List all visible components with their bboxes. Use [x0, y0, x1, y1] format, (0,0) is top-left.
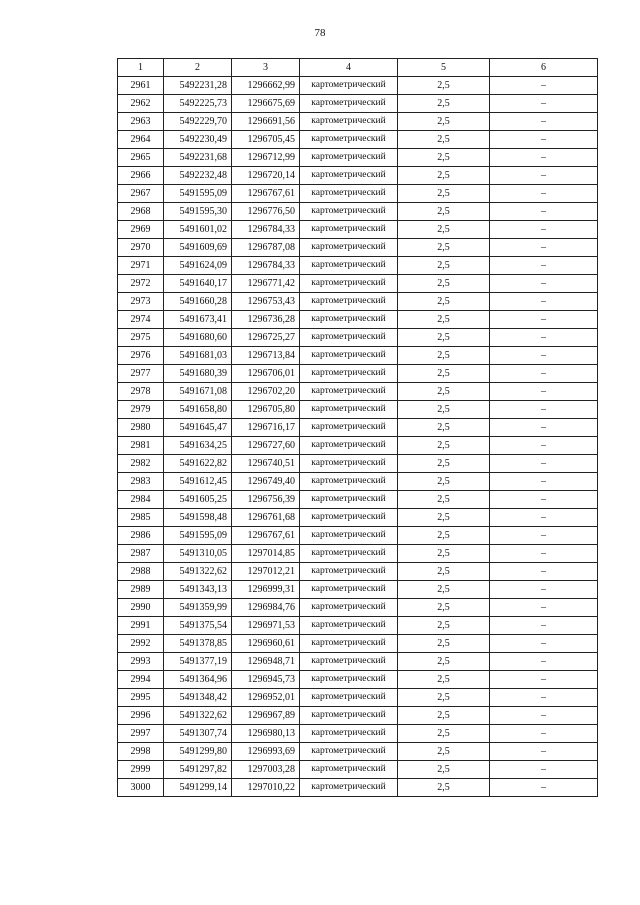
note-cell: – [490, 275, 598, 293]
point-number-cell: 2975 [118, 329, 164, 347]
method-cell: картометрический [300, 509, 398, 527]
table-row [118, 257, 598, 275]
method-cell: картометрический [300, 239, 398, 257]
point-number-cell: 2994 [118, 671, 164, 689]
point-number-cell: 2985 [118, 509, 164, 527]
accuracy-cell: 2,5 [398, 203, 490, 221]
method-cell: картометрический [300, 185, 398, 203]
accuracy-cell: 2,5 [398, 455, 490, 473]
point-number-cell: 2961 [118, 77, 164, 95]
accuracy-cell: 2,5 [398, 761, 490, 779]
note-cell: – [490, 779, 598, 797]
note-cell: – [490, 761, 598, 779]
point-number-cell: 2980 [118, 419, 164, 437]
y-coordinate-cell: 1296967,89 [232, 707, 300, 725]
x-coordinate-cell: 5491378,85 [164, 635, 232, 653]
accuracy-cell: 2,5 [398, 239, 490, 257]
column-header: 2 [164, 59, 232, 77]
x-coordinate-cell: 5491658,80 [164, 401, 232, 419]
accuracy-cell: 2,5 [398, 527, 490, 545]
method-cell: картометрический [300, 167, 398, 185]
y-coordinate-cell: 1297012,21 [232, 563, 300, 581]
method-cell: картометрический [300, 779, 398, 797]
note-cell: – [490, 257, 598, 275]
method-cell: картометрический [300, 527, 398, 545]
point-number-cell: 2974 [118, 311, 164, 329]
point-number-cell: 2962 [118, 95, 164, 113]
y-coordinate-cell: 1296971,53 [232, 617, 300, 635]
x-coordinate-cell: 5491660,28 [164, 293, 232, 311]
note-cell: – [490, 527, 598, 545]
x-coordinate-cell: 5492225,73 [164, 95, 232, 113]
x-coordinate-cell: 5491359,99 [164, 599, 232, 617]
x-coordinate-cell: 5491297,82 [164, 761, 232, 779]
x-coordinate-cell: 5491640,17 [164, 275, 232, 293]
method-cell: картометрический [300, 743, 398, 761]
table-row [118, 455, 598, 473]
y-coordinate-cell: 1296662,99 [232, 77, 300, 95]
point-number-cell: 2973 [118, 293, 164, 311]
method-cell: картометрический [300, 347, 398, 365]
y-coordinate-cell: 1296720,14 [232, 167, 300, 185]
point-number-cell: 3000 [118, 779, 164, 797]
table-row [118, 617, 598, 635]
x-coordinate-cell: 5491299,14 [164, 779, 232, 797]
y-coordinate-cell: 1296705,45 [232, 131, 300, 149]
point-number-cell: 2979 [118, 401, 164, 419]
x-coordinate-cell: 5492231,68 [164, 149, 232, 167]
y-coordinate-cell: 1296705,80 [232, 401, 300, 419]
column-header: 5 [398, 59, 490, 77]
table-row [118, 563, 598, 581]
y-coordinate-cell: 1296767,61 [232, 185, 300, 203]
table-row [118, 311, 598, 329]
accuracy-cell: 2,5 [398, 581, 490, 599]
note-cell: – [490, 743, 598, 761]
note-cell: – [490, 599, 598, 617]
table-row [118, 239, 598, 257]
point-number-cell: 2977 [118, 365, 164, 383]
table-row [118, 509, 598, 527]
method-cell: картометрический [300, 329, 398, 347]
point-number-cell: 2990 [118, 599, 164, 617]
table-row [118, 203, 598, 221]
point-number-cell: 2998 [118, 743, 164, 761]
accuracy-cell: 2,5 [398, 563, 490, 581]
x-coordinate-cell: 5492230,49 [164, 131, 232, 149]
x-coordinate-cell: 5492229,70 [164, 113, 232, 131]
y-coordinate-cell: 1296712,99 [232, 149, 300, 167]
x-coordinate-cell: 5491322,62 [164, 707, 232, 725]
point-number-cell: 2971 [118, 257, 164, 275]
point-number-cell: 2989 [118, 581, 164, 599]
note-cell: – [490, 671, 598, 689]
note-cell: – [490, 131, 598, 149]
x-coordinate-cell: 5491609,69 [164, 239, 232, 257]
accuracy-cell: 2,5 [398, 725, 490, 743]
x-coordinate-cell: 5491307,74 [164, 725, 232, 743]
x-coordinate-cell: 5491622,82 [164, 455, 232, 473]
table-row [118, 437, 598, 455]
point-number-cell: 2997 [118, 725, 164, 743]
y-coordinate-cell: 1296725,27 [232, 329, 300, 347]
x-coordinate-cell: 5491595,09 [164, 185, 232, 203]
table-row [118, 365, 598, 383]
table-row [118, 653, 598, 671]
y-coordinate-cell: 1296716,17 [232, 419, 300, 437]
note-cell: – [490, 563, 598, 581]
table-row [118, 761, 598, 779]
note-cell: – [490, 293, 598, 311]
note-cell: – [490, 185, 598, 203]
x-coordinate-cell: 5491601,02 [164, 221, 232, 239]
note-cell: – [490, 347, 598, 365]
table-row [118, 491, 598, 509]
note-cell: – [490, 725, 598, 743]
table-row [118, 689, 598, 707]
y-coordinate-cell: 1296960,61 [232, 635, 300, 653]
accuracy-cell: 2,5 [398, 509, 490, 527]
y-coordinate-cell: 1296784,33 [232, 221, 300, 239]
method-cell: картометрический [300, 77, 398, 95]
table-header-row [118, 59, 598, 77]
y-coordinate-cell: 1296945,73 [232, 671, 300, 689]
y-coordinate-cell: 1296740,51 [232, 455, 300, 473]
accuracy-cell: 2,5 [398, 311, 490, 329]
y-coordinate-cell: 1296727,60 [232, 437, 300, 455]
y-coordinate-cell: 1296761,68 [232, 509, 300, 527]
y-coordinate-cell: 1297010,22 [232, 779, 300, 797]
accuracy-cell: 2,5 [398, 77, 490, 95]
y-coordinate-cell: 1296756,39 [232, 491, 300, 509]
point-number-cell: 2970 [118, 239, 164, 257]
y-coordinate-cell: 1296749,40 [232, 473, 300, 491]
x-coordinate-cell: 5491299,80 [164, 743, 232, 761]
accuracy-cell: 2,5 [398, 149, 490, 167]
method-cell: картометрический [300, 563, 398, 581]
y-coordinate-cell: 1296675,69 [232, 95, 300, 113]
table-row [118, 599, 598, 617]
method-cell: картометрический [300, 689, 398, 707]
y-coordinate-cell: 1296713,84 [232, 347, 300, 365]
column-header: 4 [300, 59, 398, 77]
table-row [118, 383, 598, 401]
x-coordinate-cell: 5491645,47 [164, 419, 232, 437]
x-coordinate-cell: 5491598,48 [164, 509, 232, 527]
y-coordinate-cell: 1296984,76 [232, 599, 300, 617]
y-coordinate-cell: 1296999,31 [232, 581, 300, 599]
accuracy-cell: 2,5 [398, 167, 490, 185]
method-cell: картометрический [300, 419, 398, 437]
accuracy-cell: 2,5 [398, 473, 490, 491]
y-coordinate-cell: 1296993,69 [232, 743, 300, 761]
note-cell: – [490, 239, 598, 257]
accuracy-cell: 2,5 [398, 113, 490, 131]
point-number-cell: 2982 [118, 455, 164, 473]
y-coordinate-cell: 1296776,50 [232, 203, 300, 221]
accuracy-cell: 2,5 [398, 671, 490, 689]
method-cell: картометрический [300, 761, 398, 779]
method-cell: картометрический [300, 311, 398, 329]
point-number-cell: 2996 [118, 707, 164, 725]
y-coordinate-cell: 1296784,33 [232, 257, 300, 275]
method-cell: картометрический [300, 545, 398, 563]
accuracy-cell: 2,5 [398, 419, 490, 437]
y-coordinate-cell: 1296736,28 [232, 311, 300, 329]
x-coordinate-cell: 5492232,48 [164, 167, 232, 185]
point-number-cell: 2967 [118, 185, 164, 203]
note-cell: – [490, 419, 598, 437]
page-number: 78 [314, 27, 326, 39]
note-cell: – [490, 473, 598, 491]
method-cell: картометрический [300, 617, 398, 635]
x-coordinate-cell: 5491634,25 [164, 437, 232, 455]
accuracy-cell: 2,5 [398, 347, 490, 365]
point-number-cell: 2987 [118, 545, 164, 563]
y-coordinate-cell: 1296691,56 [232, 113, 300, 131]
point-number-cell: 2976 [118, 347, 164, 365]
note-cell: – [490, 491, 598, 509]
method-cell: картометрический [300, 149, 398, 167]
table-row [118, 131, 598, 149]
table-row [118, 473, 598, 491]
point-number-cell: 2983 [118, 473, 164, 491]
table-row [118, 581, 598, 599]
note-cell: – [490, 365, 598, 383]
accuracy-cell: 2,5 [398, 437, 490, 455]
y-coordinate-cell: 1296767,61 [232, 527, 300, 545]
note-cell: – [490, 401, 598, 419]
method-cell: картометрический [300, 581, 398, 599]
table-row [118, 275, 598, 293]
method-cell: картометрический [300, 455, 398, 473]
note-cell: – [490, 113, 598, 131]
table-row [118, 671, 598, 689]
point-number-cell: 2993 [118, 653, 164, 671]
y-coordinate-cell: 1296753,43 [232, 293, 300, 311]
y-coordinate-cell: 1296948,71 [232, 653, 300, 671]
note-cell: – [490, 329, 598, 347]
x-coordinate-cell: 5491671,08 [164, 383, 232, 401]
accuracy-cell: 2,5 [398, 635, 490, 653]
point-number-cell: 2966 [118, 167, 164, 185]
point-number-cell: 2991 [118, 617, 164, 635]
note-cell: – [490, 545, 598, 563]
y-coordinate-cell: 1296980,13 [232, 725, 300, 743]
accuracy-cell: 2,5 [398, 617, 490, 635]
point-number-cell: 2969 [118, 221, 164, 239]
x-coordinate-cell: 5491310,05 [164, 545, 232, 563]
x-coordinate-cell: 5491673,41 [164, 311, 232, 329]
y-coordinate-cell: 1296702,20 [232, 383, 300, 401]
point-number-cell: 2981 [118, 437, 164, 455]
table-row [118, 167, 598, 185]
accuracy-cell: 2,5 [398, 275, 490, 293]
note-cell: – [490, 149, 598, 167]
x-coordinate-cell: 5491612,45 [164, 473, 232, 491]
x-coordinate-cell: 5492231,28 [164, 77, 232, 95]
method-cell: картометрический [300, 599, 398, 617]
accuracy-cell: 2,5 [398, 653, 490, 671]
point-number-cell: 2995 [118, 689, 164, 707]
note-cell: – [490, 635, 598, 653]
x-coordinate-cell: 5491624,09 [164, 257, 232, 275]
point-number-cell: 2984 [118, 491, 164, 509]
accuracy-cell: 2,5 [398, 257, 490, 275]
note-cell: – [490, 509, 598, 527]
y-coordinate-cell: 1296771,42 [232, 275, 300, 293]
y-coordinate-cell: 1296706,01 [232, 365, 300, 383]
accuracy-cell: 2,5 [398, 599, 490, 617]
point-number-cell: 2999 [118, 761, 164, 779]
note-cell: – [490, 311, 598, 329]
accuracy-cell: 2,5 [398, 491, 490, 509]
method-cell: картометрический [300, 725, 398, 743]
method-cell: картометрический [300, 113, 398, 131]
table-row [118, 95, 598, 113]
note-cell: – [490, 707, 598, 725]
accuracy-cell: 2,5 [398, 689, 490, 707]
note-cell: – [490, 221, 598, 239]
method-cell: картометрический [300, 365, 398, 383]
point-number-cell: 2978 [118, 383, 164, 401]
accuracy-cell: 2,5 [398, 293, 490, 311]
table-row [118, 113, 598, 131]
table-row [118, 293, 598, 311]
table-row [118, 149, 598, 167]
x-coordinate-cell: 5491605,25 [164, 491, 232, 509]
accuracy-cell: 2,5 [398, 221, 490, 239]
note-cell: – [490, 437, 598, 455]
table-row [118, 185, 598, 203]
accuracy-cell: 2,5 [398, 95, 490, 113]
accuracy-cell: 2,5 [398, 401, 490, 419]
table-row [118, 545, 598, 563]
table-row [118, 779, 598, 797]
table-row [118, 329, 598, 347]
x-coordinate-cell: 5491595,09 [164, 527, 232, 545]
table-row [118, 401, 598, 419]
x-coordinate-cell: 5491364,96 [164, 671, 232, 689]
coordinates-table [117, 58, 598, 797]
method-cell: картометрический [300, 491, 398, 509]
table-row [118, 725, 598, 743]
point-number-cell: 2992 [118, 635, 164, 653]
accuracy-cell: 2,5 [398, 383, 490, 401]
method-cell: картометрический [300, 203, 398, 221]
accuracy-cell: 2,5 [398, 131, 490, 149]
y-coordinate-cell: 1296787,08 [232, 239, 300, 257]
method-cell: картометрический [300, 257, 398, 275]
x-coordinate-cell: 5491680,60 [164, 329, 232, 347]
x-coordinate-cell: 5491377,19 [164, 653, 232, 671]
x-coordinate-cell: 5491343,13 [164, 581, 232, 599]
note-cell: – [490, 581, 598, 599]
note-cell: – [490, 383, 598, 401]
note-cell: – [490, 653, 598, 671]
table-row [118, 419, 598, 437]
x-coordinate-cell: 5491595,30 [164, 203, 232, 221]
point-number-cell: 2972 [118, 275, 164, 293]
method-cell: картометрический [300, 401, 398, 419]
accuracy-cell: 2,5 [398, 743, 490, 761]
table-row [118, 527, 598, 545]
accuracy-cell: 2,5 [398, 545, 490, 563]
table-row [118, 743, 598, 761]
x-coordinate-cell: 5491322,62 [164, 563, 232, 581]
method-cell: картометрический [300, 671, 398, 689]
column-header: 3 [232, 59, 300, 77]
table-row [118, 347, 598, 365]
accuracy-cell: 2,5 [398, 329, 490, 347]
note-cell: – [490, 689, 598, 707]
note-cell: – [490, 77, 598, 95]
table-row [118, 707, 598, 725]
y-coordinate-cell: 1296952,01 [232, 689, 300, 707]
method-cell: картометрический [300, 95, 398, 113]
method-cell: картометрический [300, 293, 398, 311]
table-row [118, 77, 598, 95]
note-cell: – [490, 617, 598, 635]
table-row [118, 221, 598, 239]
note-cell: – [490, 455, 598, 473]
x-coordinate-cell: 5491375,54 [164, 617, 232, 635]
accuracy-cell: 2,5 [398, 707, 490, 725]
column-header: 1 [118, 59, 164, 77]
accuracy-cell: 2,5 [398, 779, 490, 797]
point-number-cell: 2986 [118, 527, 164, 545]
accuracy-cell: 2,5 [398, 185, 490, 203]
method-cell: картометрический [300, 635, 398, 653]
accuracy-cell: 2,5 [398, 365, 490, 383]
point-number-cell: 2988 [118, 563, 164, 581]
x-coordinate-cell: 5491680,39 [164, 365, 232, 383]
method-cell: картометрический [300, 437, 398, 455]
method-cell: картометрический [300, 707, 398, 725]
method-cell: картометрический [300, 383, 398, 401]
x-coordinate-cell: 5491348,42 [164, 689, 232, 707]
point-number-cell: 2965 [118, 149, 164, 167]
method-cell: картометрический [300, 653, 398, 671]
point-number-cell: 2968 [118, 203, 164, 221]
method-cell: картометрический [300, 275, 398, 293]
table-body [118, 77, 598, 797]
point-number-cell: 2963 [118, 113, 164, 131]
x-coordinate-cell: 5491681,03 [164, 347, 232, 365]
y-coordinate-cell: 1297014,85 [232, 545, 300, 563]
note-cell: – [490, 203, 598, 221]
method-cell: картометрический [300, 131, 398, 149]
note-cell: – [490, 167, 598, 185]
note-cell: – [490, 95, 598, 113]
y-coordinate-cell: 1297003,28 [232, 761, 300, 779]
method-cell: картометрический [300, 473, 398, 491]
table-row [118, 635, 598, 653]
column-header: 6 [490, 59, 598, 77]
point-number-cell: 2964 [118, 131, 164, 149]
method-cell: картометрический [300, 221, 398, 239]
